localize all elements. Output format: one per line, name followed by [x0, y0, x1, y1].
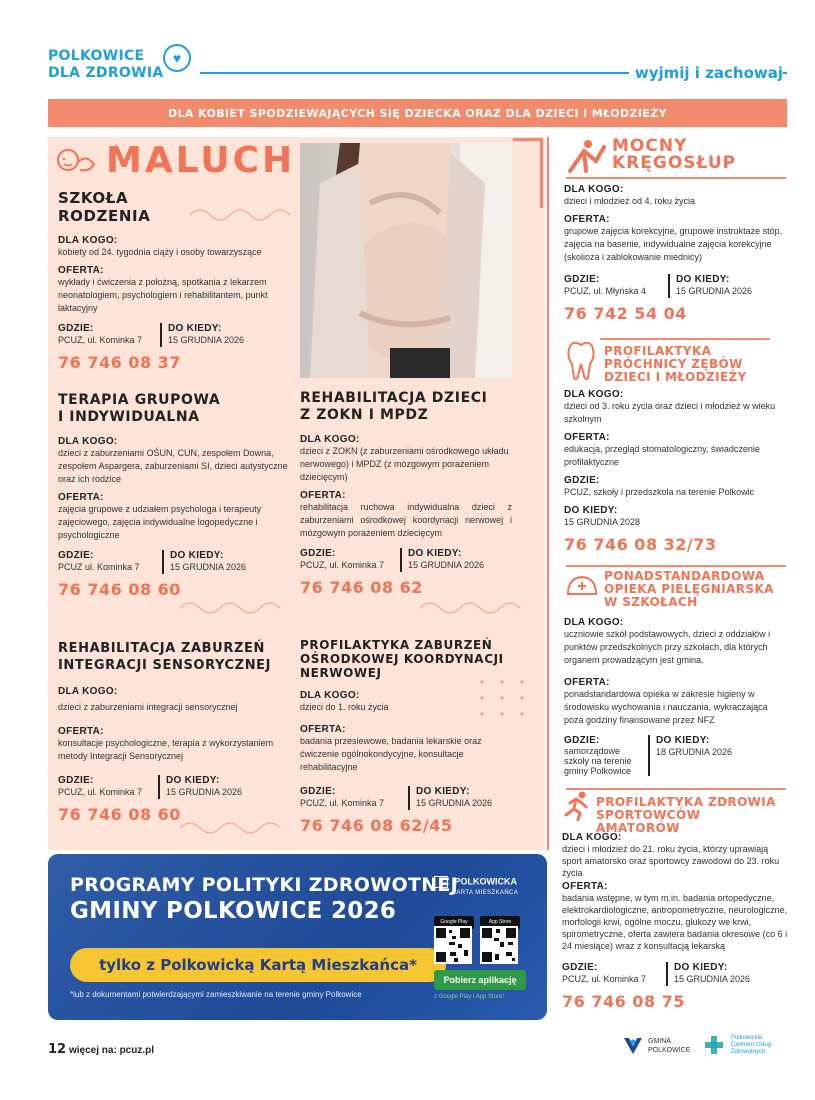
gmina-logo — [622, 1036, 690, 1056]
who-label: DLA KOGO: — [58, 436, 118, 447]
who-label: DLA KOGO: — [300, 690, 360, 701]
promo-title-line: PROGRAMY POLITYKI ZDROWOTNEJ — [70, 874, 459, 896]
more-link[interactable]: więcej na: pcuz.pl — [69, 1045, 155, 1056]
offer-label: OFERTA: — [300, 724, 346, 735]
brand-line-2: DLA ZDROWIA — [48, 65, 164, 81]
until-label: DO KIEDY: — [416, 786, 470, 797]
section-rule — [566, 177, 786, 179]
section-title — [58, 392, 290, 426]
where-until — [564, 274, 786, 298]
title-line: OŚRODKOWEJ KOORDYNACJI — [300, 652, 504, 666]
title-line: NERWOWEJ — [300, 666, 382, 680]
wave-decoration — [420, 598, 530, 618]
where-until — [300, 786, 512, 810]
phone-number[interactable]: 76 746 08 62/45 — [300, 816, 453, 835]
until-label: DO KIEDY: — [166, 775, 220, 786]
brand-line-1: POLKOWICE — [48, 48, 145, 64]
download-subtext: z Google Play i App Store! — [434, 994, 505, 1000]
sport-title — [596, 796, 786, 835]
offer-label: OFERTA: — [300, 490, 346, 501]
download-app-button[interactable]: Pobierz aplikację — [434, 970, 526, 990]
offer-text: badania wstępne, w tym m.in. badania ortopedyczne, elektrokardiologiczne, antropometryczne, neurologiczne, morfologii krwi, ogólne moczu, glukozy we krwi, spirometryczne, oferta zawiera badania okresowe (co 6 i 24 miesiące) wraz z konsultacją lekarską — [562, 893, 788, 951]
until-text: 15 GRUDNIA 2026 — [416, 798, 493, 808]
qr-codes — [434, 926, 544, 969]
where-until — [564, 735, 786, 776]
qr-code-icon[interactable] — [480, 926, 518, 964]
medical-cross-icon — [703, 1034, 725, 1056]
where-label: GDZIE: — [58, 775, 94, 786]
where-until — [58, 550, 290, 574]
pcuz-logo — [703, 1034, 771, 1056]
heart-icon: ♥ — [163, 44, 191, 72]
phone-number[interactable]: 76 746 08 75 — [562, 992, 685, 1011]
until-label: DO KIEDY: — [168, 323, 222, 334]
where-text: samorządowe szkoły na terenie gminy Polkowice — [564, 746, 632, 776]
section-zeby — [564, 389, 786, 554]
where-label: GDZIE: — [562, 962, 598, 973]
card-logo-text — [434, 876, 534, 898]
offer-label: OFERTA: — [58, 492, 104, 503]
where-until — [58, 775, 290, 799]
photo-frame-accent — [513, 138, 543, 208]
offer-text: ponadstandardowa opieka w zakresie higieny w środowisku wychowania i nauczania, wykraczająca poza godziny finansowane przez NFZ — [564, 689, 768, 725]
offer-label: OFERTA: — [564, 432, 610, 443]
section-title — [300, 390, 512, 424]
section-title — [300, 638, 512, 680]
phone-number[interactable]: 76 746 08 60 — [58, 580, 181, 599]
who-text: dzieci z zaburzeniami integracji sensorycznej — [58, 702, 238, 712]
until-text: 15 GRUDNIA 2028 — [564, 517, 641, 527]
maluch-title: MALUCH — [106, 140, 296, 181]
who-label: DLA KOGO: — [564, 617, 624, 628]
title-line: KRĘGOSŁUP — [612, 153, 737, 173]
title-line: INTEGRACJI SENSORYCZNEJ — [58, 658, 272, 673]
gmina-line: POLKOWICE — [648, 1047, 691, 1054]
who-label: DLA KOGO: — [562, 832, 622, 843]
until-text: 15 GRUDNIA 2026 — [408, 560, 485, 570]
who-text: dzieci od 3. roku życia oraz dzieci i młodzież w wieku szkolnym — [564, 401, 776, 424]
offer-label: OFERTA: — [58, 726, 104, 737]
where-text: PCUZ, ul. Kominka 7 — [562, 974, 647, 984]
who-label: DLA KOGO: — [564, 184, 624, 195]
section-kregoslup — [564, 184, 786, 323]
who-text: dzieci i młodzież do 21. roku życia, którzy uprawiają sport amatorsko oraz sportowcy zawodowi do 23. roku życia — [562, 844, 780, 878]
where-until — [58, 323, 292, 347]
section-title — [58, 640, 290, 674]
phone-number[interactable]: 76 746 08 37 — [58, 353, 181, 372]
title-line: PRÓCHNICY ZĘBÓW — [604, 357, 743, 371]
where-until — [300, 548, 512, 572]
offer-text: grupowe zajęcia korekcyjne, grupowe instruktaże stóp, zajęcia na basenie, indywidualne zajęcia korekcyjne (skolioza i zablokowanie miednicy) — [564, 226, 783, 262]
where-label: GDZIE: — [58, 323, 94, 334]
title-line: PROFILAKTYKA ZDROWIA — [596, 795, 776, 809]
audience-banner: DLA KOBIET SPODZIEWAJĄCYCH SIĘ DZIECKA ORAZ DLA DZIECI I MŁODZIEŻY — [48, 99, 787, 127]
where-label: GDZIE: — [564, 274, 600, 285]
offer-label: OFERTA: — [58, 265, 104, 276]
title-line: OPIEKA PIELĘGNIARSKA — [604, 582, 774, 596]
tooth-icon — [566, 340, 596, 382]
until-label: DO KIEDY: — [676, 274, 730, 285]
who-text: kobiety od 24. tygodnia ciąży i osoby towarzyszące — [58, 247, 262, 257]
where-text: PCUZ, szkoły i przedszkola na terenie Polkowic — [564, 487, 755, 497]
gmina-crest-icon — [622, 1036, 644, 1056]
pielegniarka-title — [604, 570, 786, 609]
gmina-text — [648, 1037, 690, 1055]
title-line: PROFILAKTYKA ZABURZEŃ — [300, 638, 493, 652]
promo-footnote: *lub z dokumentami potwierdzającymi zamieszkiwanie na terenie gminy Polkowice — [70, 990, 362, 999]
offer-text: wykłady i ćwiczenia z położną, spotkania z lekarzem neonatologiem, psychologiem i rehabilitantem, punkt laktacyjny — [58, 277, 268, 313]
section-zokn — [300, 390, 512, 597]
until-text: 15 GRUDNIA 2026 — [676, 286, 753, 296]
baby-icon — [54, 146, 98, 176]
offer-label: OFERTA: — [564, 677, 610, 688]
section-rule — [566, 788, 786, 790]
pcuz-text — [731, 1035, 771, 1056]
yoga-icon — [566, 139, 606, 175]
who-label: DLA KOGO: — [300, 434, 360, 445]
phone-number[interactable]: 76 746 08 32/73 — [564, 535, 717, 554]
title-line: RODZENIA — [58, 207, 151, 225]
nurse-cap-icon — [566, 574, 598, 598]
title-line: PONADSTANDARDOWA — [604, 569, 765, 583]
until-text: 18 GRUDNIA 2026 — [656, 747, 733, 757]
title-line: Z ZOKN I MPDZ — [300, 407, 429, 423]
until-text: 15 GRUDNIA 2026 — [168, 335, 245, 345]
where-label: GDZIE: — [564, 475, 600, 486]
promo-banner — [48, 854, 547, 1020]
phone-number[interactable]: 76 746 08 62 — [300, 578, 423, 597]
who-text: dzieci do 1. roku życia — [300, 702, 389, 712]
offer-label: OFERTA: — [562, 881, 608, 892]
phone-number[interactable]: 76 742 54 04 — [564, 304, 687, 323]
brand-logo — [48, 48, 164, 82]
pcuz-line: Centrum Usług — [731, 1041, 772, 1048]
title-line: PROFILAKTYKA — [604, 344, 712, 358]
offer-text: konsultacje psychologiczne, terapia z wykorzystaniem metody Integracji Sensorycznej — [58, 738, 274, 761]
gmina-line: GMINA — [648, 1038, 671, 1045]
until-label: DO KIEDY: — [564, 505, 618, 516]
who-label: DLA KOGO: — [58, 686, 118, 697]
card-logo — [434, 876, 534, 898]
wave-decoration — [180, 598, 290, 618]
offer-text: rehabilitacja ruchowa indywidualna dzieci z zaburzeniami ośrodkowej koordynacji nerwowej i mózgowym porażeniem dziecięcym — [300, 502, 512, 538]
pcuz-line: Zdrowotnych — [731, 1048, 766, 1055]
until-label: DO KIEDY: — [408, 548, 462, 559]
runner-icon — [562, 791, 592, 821]
where-label: GDZIE: — [564, 735, 600, 746]
card-name: POLKOWICKA — [454, 876, 518, 887]
card-pill: tylko z Polkowicką Kartą Mieszkańca* — [70, 948, 446, 982]
phone-number[interactable]: 76 746 08 60 — [58, 805, 181, 824]
title-line: W SZKOŁACH — [604, 595, 698, 609]
keep-label: wyjmij i zachowaj — [629, 64, 783, 82]
section-terapia — [58, 392, 290, 599]
section-pielegniarka — [564, 617, 786, 776]
offer-label: OFERTA: — [564, 214, 610, 225]
until-label: DO KIEDY: — [656, 735, 710, 746]
section-koordynacja — [300, 638, 512, 835]
title-line: SZKOŁA — [58, 189, 129, 207]
dots-decoration — [478, 678, 528, 722]
title-line: SPORTOWCÓW AMATORÓW — [596, 808, 701, 835]
who-text: uczniowie szkół podstawowych, dzieci z oddziałów i punktów przedszkolnych przy szkołach, dla których organem prowadzącym jest gmina. — [564, 629, 771, 665]
title-line: TERAPIA GRUPOWA — [58, 392, 221, 408]
title-line: REHABILITACJA ZABURZEŃ — [58, 641, 265, 656]
section-title — [58, 189, 292, 225]
where-text: PCUZ, ul. Młyńska 4 — [564, 286, 647, 296]
until-label: DO KIEDY: — [170, 550, 224, 561]
until-text: 15 GRUDNIA 2026 — [170, 562, 247, 572]
pcuz-line: Polkowickie — [731, 1034, 763, 1041]
until-text: 15 GRUDNIA 2026 — [166, 787, 243, 797]
app-store-badge[interactable]: App Store — [480, 916, 520, 929]
zeby-title — [604, 345, 784, 384]
page-number: 12 — [48, 1042, 67, 1057]
who-label: DLA KOGO: — [58, 235, 118, 246]
where-label: GDZIE: — [300, 548, 336, 559]
where-label: GDZIE: — [58, 550, 94, 561]
where-label: GDZIE: — [300, 786, 336, 797]
promo-title-line: GMINY POLKOWICE 2026 — [70, 898, 397, 924]
who-text: dzieci z zaburzeniami OŚUN, CUN, zespołem Downa, zespołem Aspargera, zaburzeniami SI, dzieci autystyczne oraz ich rodzice — [58, 448, 288, 484]
until-text: 15 GRUDNIA 2026 — [674, 974, 751, 984]
offer-text: zajęcia grupowe z udziałem psychologa i terapeuty zajęciowego, zajęcia indywidualne logopedyczne i psychologiczne — [58, 504, 262, 540]
offer-text: edukacja, przegląd stomatologiczny, świadczenie profilaktyczne — [564, 444, 760, 467]
section-sport — [562, 832, 788, 1011]
title-line: I INDYWIDUALNA — [58, 409, 200, 425]
who-text: dzieci z ZOKN (z zaburzeniami ośrodkowego układu nerwowego) i MPDZ (z mózgowym porażeniem dziecięcym) — [300, 446, 509, 482]
title-line: REHABILITACJA DZIECI — [300, 390, 488, 406]
section-szkola-rodzenia — [58, 189, 292, 372]
column-divider — [547, 137, 549, 850]
who-text: dzieci i młodzież od 4. roku życia — [564, 196, 696, 206]
title-line: MOCNY — [612, 136, 688, 156]
who-label: DLA KOGO: — [564, 389, 624, 400]
qr-code-icon[interactable] — [434, 926, 472, 964]
kregoslup-title — [612, 138, 782, 172]
section-rule — [566, 565, 786, 567]
section-integracja-sensoryczna — [58, 640, 290, 824]
where-text: PCUZ ul. Kominka 7 — [58, 562, 140, 572]
where-text: PCUZ, ul. Kominka 7 — [58, 335, 143, 345]
until-label: DO KIEDY: — [674, 962, 728, 973]
where-text: PCUZ, ul. Kominka 7 — [58, 787, 143, 797]
promo-title — [70, 872, 458, 924]
section-rule — [600, 338, 770, 340]
title-line: DZIECI I MŁODZIEŻY — [604, 370, 747, 384]
card-sub: KARTA MIESZKAŃCA — [452, 890, 519, 896]
where-text: PCUZ, ul. Kominka 7 — [300, 798, 385, 808]
google-play-badge[interactable]: Google Play — [434, 916, 474, 929]
where-until — [562, 962, 788, 986]
card-icon — [434, 876, 448, 888]
where-text: PCUZ, ul. Kominka 7 — [300, 560, 385, 570]
offer-text: badania przesiewowe, badania lekarskie oraz ćwiczenie ogólnokondycyjne, konsultacje rehabilitacyjne — [300, 736, 482, 772]
pregnant-woman-photo — [300, 143, 512, 378]
